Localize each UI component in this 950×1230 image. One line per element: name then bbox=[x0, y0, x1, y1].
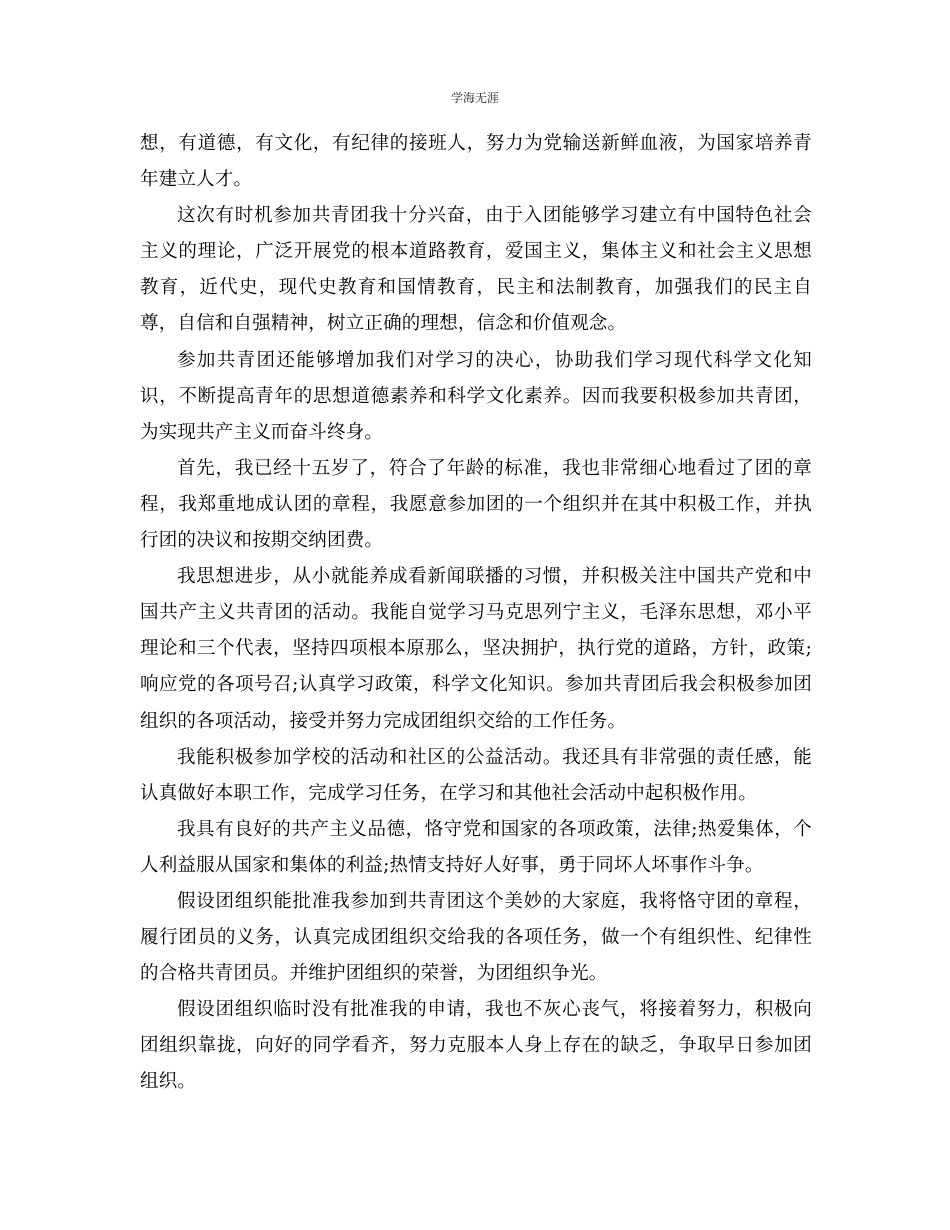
paragraph: 首先，我已经十五岁了，符合了年龄的标准，我也非常细心地看过了团的章程，我郑重地成认团的章程，我愿意参加团的一个组织并在其中积极工作，并执行团的决议和按期交纳团费。 bbox=[140, 457, 812, 552]
paragraph: 这次有时机参加共青团我十分兴奋，由于入团能够学习建立有中国特色社会主义的理论，广泛开展党的根本道路教育，爱国主义，集体主义和社会主义思想教育，近代史，现代史教育和国情教育，民主和法制教育，加强我们的民主自尊，自信和自强精神，树立正确的理想，信念和价值观念。 bbox=[140, 205, 812, 335]
paragraph: 参加共青团还能够增加我们对学习的决心，协助我们学习现代科学文化知识，不断提高青年的思想道德素养和科学文化素养。因而我要积极参加共青团，为实现共产主义而奋斗终身。 bbox=[140, 349, 812, 443]
paragraph: 我思想进步，从小就能养成看新闻联播的习惯，并积极关注中国共产党和中国共产主义共青团的活动。我能自觉学习马克思列宁主义，毛泽东思想，邓小平理论和三个代表，坚持四项根本原那么，坚决拥护，执行党的道路，方针，政策;响应党的各项号召;认真学习政策，科学文化知识。参加共青团后我会积极参加团组织的各项活动，接受并努力完成团组织交给的工作任务。 bbox=[140, 566, 812, 732]
document-body bbox=[140, 126, 812, 1101]
paragraph: 假设团组织能批准我参加到共青团这个美妙的大家庭，我将恪守团的章程，履行团员的义务，认真完成团组织交给我的各项任务，做一个有组织性、纪律性的合格共青团员。并维护团组织的荣誉，为团组织争光。 bbox=[140, 890, 812, 985]
paragraph-continuation: 想，有道德，有文化，有纪律的接班人，努力为党输送新鲜血液，为国家培养青年建立人才。 bbox=[140, 133, 812, 191]
page-header: 学海无涯 bbox=[450, 91, 499, 105]
paragraph: 我能积极参加学校的活动和社区的公益活动。我还具有非常强的责任感，能认真做好本职工作，完成学习任务，在学习和其他社会活动中起积极作用。 bbox=[140, 746, 812, 804]
paragraph: 假设团组织临时没有批准我的申请，我也不灰心丧气，将接着努力，积极向团组织靠拢，向好的同学看齐，努力克服本人身上存在的缺乏，争取早日参加团组织。 bbox=[140, 999, 812, 1093]
paragraph: 我具有良好的共产主义品德，恪守党和国家的各项政策，法律;热爱集体，个人利益服从国家和集体的利益;热情支持好人好事，勇于同坏人坏事作斗争。 bbox=[140, 818, 812, 876]
